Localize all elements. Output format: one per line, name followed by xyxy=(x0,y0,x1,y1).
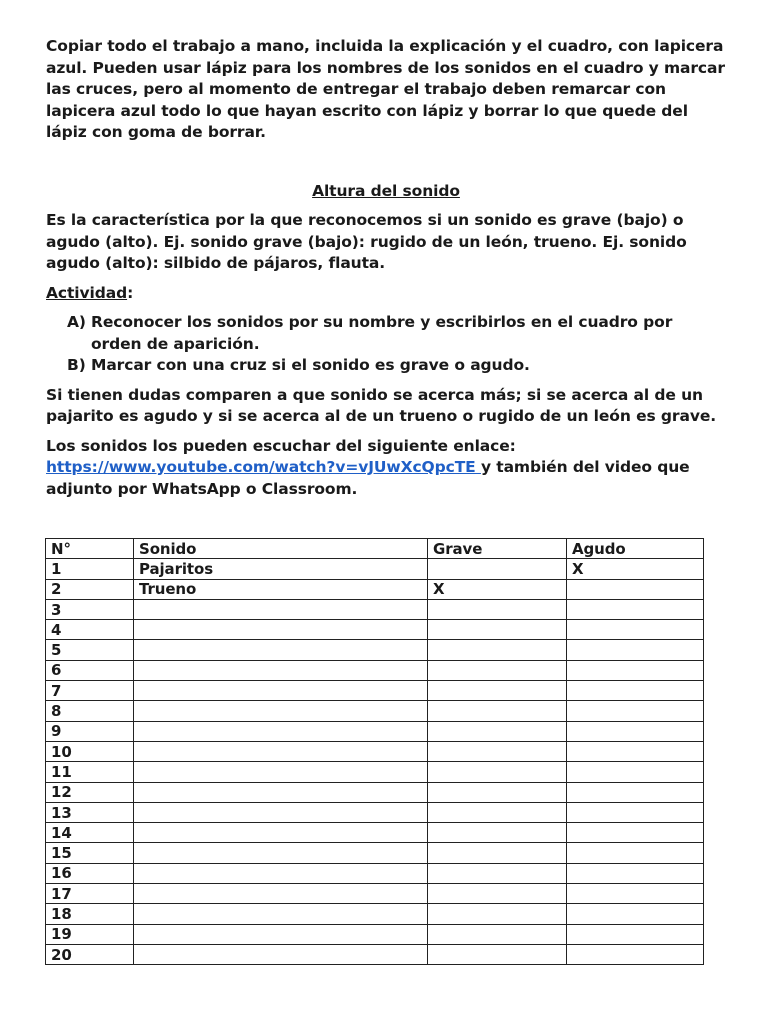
section-title: Altura del sonido xyxy=(312,181,460,200)
cell-agudo xyxy=(567,843,704,863)
cell-number: 12 xyxy=(46,782,134,802)
cell-grave xyxy=(428,681,567,701)
header-grave: Grave xyxy=(428,539,567,559)
cell-sound xyxy=(134,762,428,782)
table-row xyxy=(46,823,704,843)
cell-agudo xyxy=(567,701,704,721)
cell-sound: Trueno xyxy=(134,579,428,599)
cell-sound xyxy=(134,884,428,904)
cell-sound xyxy=(134,863,428,883)
cell-grave xyxy=(428,762,567,782)
activity-label: Actividad xyxy=(46,283,128,302)
youtube-link[interactable]: https://www.youtube.com/watch?v=vJUwXcQpcTE xyxy=(46,458,481,476)
cell-agudo xyxy=(567,579,704,599)
cell-number: 17 xyxy=(46,884,134,904)
cell-number: 10 xyxy=(46,741,134,761)
cell-grave: X xyxy=(428,579,567,599)
resources-lead: Los sonidos los pueden escuchar del siguiente enlace: xyxy=(46,436,516,455)
tip-paragraph: Si tienen dudas comparen a que sonido se acerca más; si se acerca al de un pajarito es agudo y si se acerca al de un trueno o rugido de un león es grave. xyxy=(46,385,717,425)
cell-grave xyxy=(428,843,567,863)
cell-sound xyxy=(134,741,428,761)
document-page xyxy=(46,36,726,500)
instructions-paragraph: Copiar todo el trabajo a mano, incluida la explicación y el cuadro, con lapicera azul. Pueden usar lápiz para los nombres de los sonidos en el cuadro y marcar las cruces, pero al momento de entregar el trabajo deben remarcar con lapicera azul todo lo que hayan escrito con lápiz y borrar lo que quede del lápiz con goma de borrar. xyxy=(46,37,725,141)
step-text: Reconocer los sonidos por su nombre y escribirlos en el cuadro por orden de aparición. xyxy=(91,313,673,353)
cell-grave xyxy=(428,782,567,802)
cell-grave xyxy=(428,599,567,619)
cell-grave xyxy=(428,904,567,924)
cell-grave xyxy=(428,721,567,741)
cell-number: 1 xyxy=(46,559,134,579)
table-row xyxy=(46,741,704,761)
cell-agudo xyxy=(567,802,704,822)
cell-agudo xyxy=(567,620,704,640)
table-row xyxy=(46,863,704,883)
cell-sound xyxy=(134,660,428,680)
cell-sound: Pajaritos xyxy=(134,559,428,579)
cell-number: 16 xyxy=(46,863,134,883)
cell-number: 19 xyxy=(46,924,134,944)
activity-step xyxy=(46,312,726,355)
cell-sound xyxy=(134,944,428,964)
table-row xyxy=(46,579,704,599)
activity-steps-list xyxy=(46,312,726,377)
cell-grave xyxy=(428,660,567,680)
table-row xyxy=(46,640,704,660)
table-row xyxy=(46,721,704,741)
table-row xyxy=(46,701,704,721)
cell-agudo xyxy=(567,863,704,883)
cell-sound xyxy=(134,802,428,822)
resources-paragraph xyxy=(46,436,726,501)
table-row xyxy=(46,904,704,924)
cell-sound xyxy=(134,599,428,619)
cell-grave xyxy=(428,620,567,640)
cell-agudo xyxy=(567,681,704,701)
cell-agudo xyxy=(567,762,704,782)
table-row xyxy=(46,681,704,701)
cell-agudo xyxy=(567,782,704,802)
cell-number: 13 xyxy=(46,802,134,822)
cell-agudo xyxy=(567,640,704,660)
cell-number: 2 xyxy=(46,579,134,599)
step-text: Marcar con una cruz si el sonido es grave o agudo. xyxy=(91,356,530,374)
cell-number: 7 xyxy=(46,681,134,701)
table-row xyxy=(46,660,704,680)
table-row xyxy=(46,843,704,863)
table-row xyxy=(46,599,704,619)
cell-number: 20 xyxy=(46,944,134,964)
cell-grave xyxy=(428,924,567,944)
table-row xyxy=(46,924,704,944)
cell-number: 5 xyxy=(46,640,134,660)
cell-grave xyxy=(428,640,567,660)
table-row xyxy=(46,802,704,822)
cell-sound xyxy=(134,681,428,701)
cell-agudo xyxy=(567,904,704,924)
cell-number: 18 xyxy=(46,904,134,924)
step-marker: B) xyxy=(67,356,86,374)
header-sound: Sonido xyxy=(134,539,428,559)
table-row xyxy=(46,620,704,640)
table-row xyxy=(46,559,704,579)
cell-sound xyxy=(134,620,428,640)
activity-step xyxy=(46,355,726,377)
cell-agudo xyxy=(567,924,704,944)
table-row xyxy=(46,944,704,964)
cell-grave xyxy=(428,823,567,843)
table-row xyxy=(46,884,704,904)
cell-grave xyxy=(428,741,567,761)
cell-number: 14 xyxy=(46,823,134,843)
sounds-table xyxy=(45,538,704,965)
activity-heading xyxy=(46,283,726,305)
cell-agudo xyxy=(567,823,704,843)
cell-grave xyxy=(428,863,567,883)
cell-sound xyxy=(134,904,428,924)
cell-number: 3 xyxy=(46,599,134,619)
cell-sound xyxy=(134,701,428,721)
table-row xyxy=(46,762,704,782)
cell-agudo xyxy=(567,944,704,964)
cell-number: 4 xyxy=(46,620,134,640)
cell-number: 6 xyxy=(46,660,134,680)
definition-paragraph: Es la característica por la que reconocemos si un sonido es grave (bajo) o agudo (alto). Ej. sonido grave (bajo): rugido de un león, trueno. Ej. sonido agudo (alto): silbido de pájaros, flauta. xyxy=(46,211,687,272)
cell-agudo xyxy=(567,660,704,680)
table-row xyxy=(46,782,704,802)
cell-number: 15 xyxy=(46,843,134,863)
cell-agudo: X xyxy=(567,559,704,579)
cell-number: 9 xyxy=(46,721,134,741)
header-agudo: Agudo xyxy=(567,539,704,559)
header-number: N° xyxy=(46,539,134,559)
cell-sound xyxy=(134,843,428,863)
cell-number: 8 xyxy=(46,701,134,721)
cell-sound xyxy=(134,782,428,802)
cell-sound xyxy=(134,721,428,741)
cell-agudo xyxy=(567,884,704,904)
activity-colon: : xyxy=(127,283,134,302)
cell-sound xyxy=(134,640,428,660)
cell-grave xyxy=(428,559,567,579)
table-header-row xyxy=(46,539,704,559)
cell-agudo xyxy=(567,721,704,741)
cell-number: 11 xyxy=(46,762,134,782)
cell-grave xyxy=(428,701,567,721)
resources-tail: y también del video que adjunto por WhatsApp o Classroom. xyxy=(46,458,690,498)
cell-agudo xyxy=(567,741,704,761)
cell-sound xyxy=(134,924,428,944)
step-marker: A) xyxy=(67,313,86,331)
cell-sound xyxy=(134,823,428,843)
cell-grave xyxy=(428,884,567,904)
cell-agudo xyxy=(567,599,704,619)
cell-grave xyxy=(428,944,567,964)
cell-grave xyxy=(428,802,567,822)
